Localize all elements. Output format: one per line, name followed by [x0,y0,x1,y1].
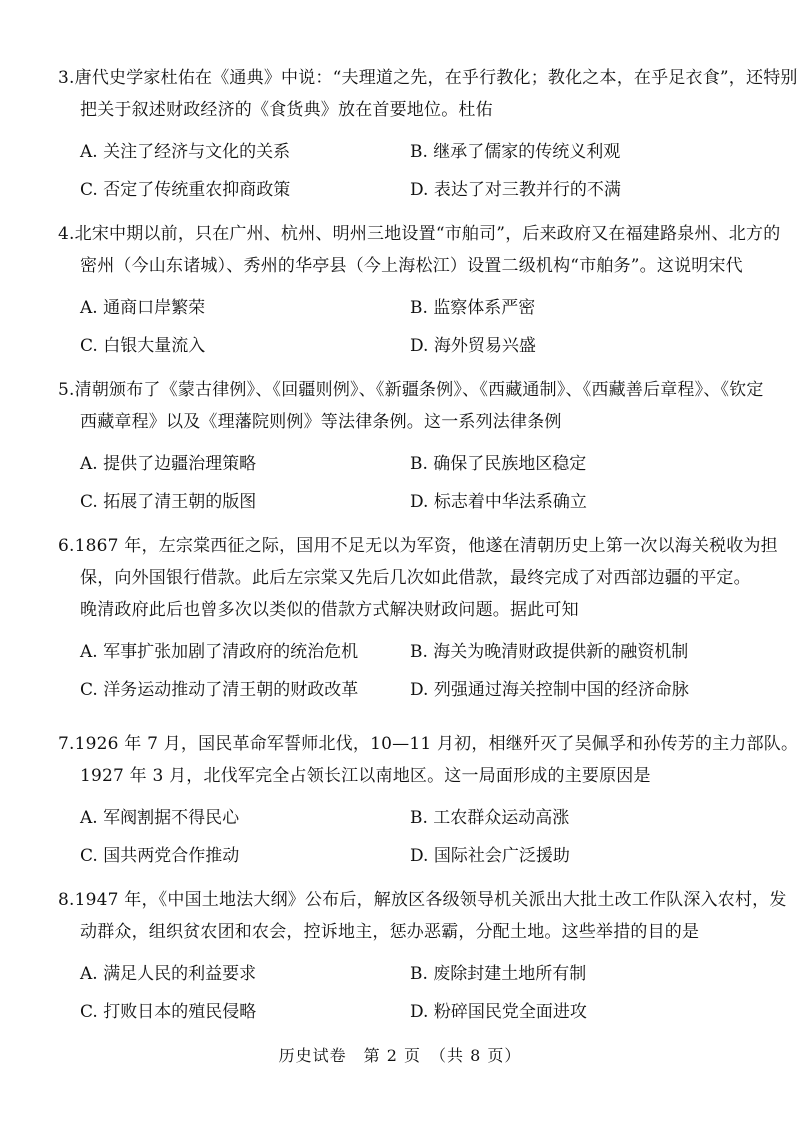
question-7-options-row-2 [58,834,748,872]
question-6-line-1: 6.1867 年，左宗棠西征之际，国用不足无以为军资，他遂在清朝历史上第一次以海关税收为担 [58,536,778,556]
question-7-line-2: 1927 年 3 月，北伐军完全占领长江以南地区。这一局面形成的主要原因是 [80,766,651,786]
question-7-option-d: D. 国际社会广泛援助 [410,845,570,866]
question-3-option-d: D. 表达了对三教并行的不满 [410,179,621,200]
question-4-line-2: 密州（今山东诸城）、秀州的华亭县（今上海松江）设置二级机构“市舶务”。这说明宋代 [80,256,743,276]
question-8-option-b: B. 废除封建土地所有制 [410,963,587,984]
question-5 [58,374,764,518]
question-5-options-row-1 [58,442,748,480]
question-6-line-2: 保，向外国银行借款。此后左宗棠又先后几次如此借款，最终完成了对西部边疆的平定。 [80,568,751,588]
question-7-options [58,796,748,872]
question-4-line-1: 4.北宋中期以前，只在广州、杭州、明州三地设置“市舶司”，后来政府又在福建路泉州、北方的 [58,224,781,244]
question-8-options-row-1 [58,952,748,990]
question-8-option-a: A. 满足人民的利益要求 [80,963,257,984]
question-5-option-a: A. 提供了边疆治理策略 [80,453,257,474]
question-6-option-a: A. 军事扩张加剧了清政府的统治危机 [80,641,359,662]
question-8-option-d: D. 粉碎国民党全面进攻 [410,1001,587,1022]
question-7-option-a: A. 军阀割据不得民心 [80,807,240,828]
question-6 [58,530,778,706]
question-3-line-2: 把关于叙述财政经济的《食货典》放在首要地位。杜佑 [80,100,493,120]
question-3-line-1: 3.唐代史学家杜佑在《通典》中说：“夫理道之先，在乎行教化；教化之本，在乎足衣食”，还特别 [58,68,798,88]
question-4-options [58,286,748,362]
question-4-option-c: C. 白银大量流入 [80,335,206,356]
question-3 [58,62,798,206]
question-6-options-row-1 [58,630,748,668]
question-6-option-d: D. 列强通过海关控制中国的经济命脉 [410,679,689,700]
question-3-options [58,130,748,206]
question-4-option-b: B. 监察体系严密 [410,297,536,318]
question-8-line-2: 动群众，组织贫农团和农会，控诉地主，惩办恶霸，分配土地。这些举措的目的是 [80,922,700,942]
question-6-option-b: B. 海关为晚清财政提供新的融资机制 [410,641,689,662]
question-7-options-row-1 [58,796,748,834]
question-4-option-d: D. 海外贸易兴盛 [410,335,536,356]
question-4-option-a: A. 通商口岸繁荣 [80,297,206,318]
question-5-options-row-2 [58,480,748,518]
question-8-option-c: C. 打败日本的殖民侵略 [80,1001,257,1022]
question-5-option-d: D. 标志着中华法系确立 [410,491,587,512]
question-5-line-2: 西藏章程》以及《理藩院则例》等法律条例。这一系列法律条例 [80,412,562,432]
question-3-option-b: B. 继承了儒家的传统义利观 [410,141,621,162]
question-8-options [58,952,748,1028]
question-6-line-3: 晚清政府此后也曾多次以类似的借款方式解决财政问题。据此可知 [80,600,579,620]
question-5-option-b: B. 确保了民族地区稳定 [410,453,587,474]
question-5-option-c: C. 拓展了清王朝的版图 [80,491,257,512]
question-3-options-row-2 [58,168,748,206]
question-8 [58,884,787,1028]
question-3-options-row-1 [58,130,748,168]
question-4 [58,218,781,362]
question-6-options-row-2 [58,668,748,706]
question-6-options [58,630,748,706]
question-7-line-1: 7.1926 年 7 月，国民革命军誓师北伐，10—11 月初，相继歼灭了吴佩孚和孙传芳的主力部队。 [58,734,799,754]
page-footer: 历史试卷 第 2 页 （共 8 页） [278,1046,522,1065]
question-8-line-1: 8.1947 年，《中国土地法大纲》公布后，解放区各级领导机关派出大批土改工作队深入农村，发 [58,890,787,910]
question-8-options-row-2 [58,990,748,1028]
question-3-option-c: C. 否定了传统重农抑商政策 [80,179,291,200]
question-4-options-row-1 [58,286,748,324]
question-6-option-c: C. 洋务运动推动了清王朝的财政改革 [80,679,359,700]
question-5-options [58,442,748,518]
question-5-line-1: 5.清朝颁布了《蒙古律例》、《回疆则例》、《新疆条例》、《西藏通制》、《西藏善后章程》、《钦定 [58,380,764,400]
question-4-options-row-2 [58,324,748,362]
question-7 [58,728,799,872]
question-7-option-c: C. 国共两党合作推动 [80,845,240,866]
question-3-option-a: A. 关注了经济与文化的关系 [80,141,291,162]
question-7-option-b: B. 工农群众运动高涨 [410,807,570,828]
